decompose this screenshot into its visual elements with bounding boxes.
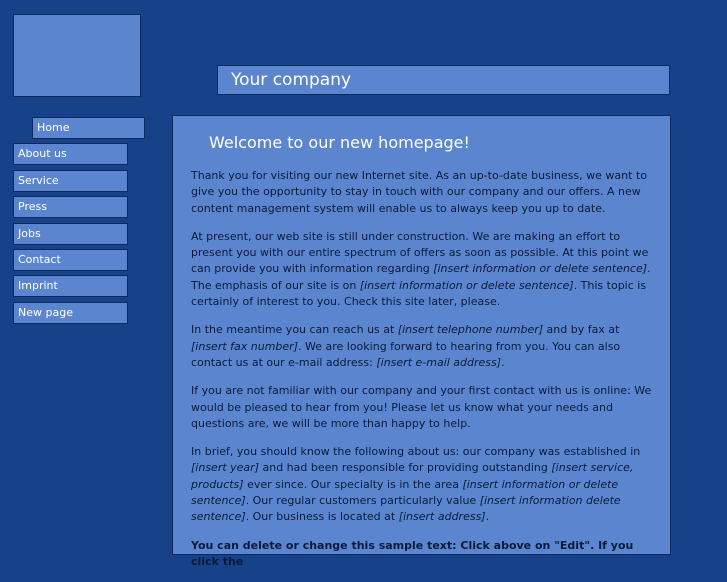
paragraph-welcome: If you are not familiar with our company and your first contact with us is online: We would be pleased to hear from you! Please let us know what your needs and questions are, we will be more than happy to help. [191,384,652,430]
paragraph-intro: Thank you for visiting our new Internet site. As an up-to-date business, we want to give you the opportunity to stay in touch with our company and our offers. A new content management system will enable us to always keep you up to date. [191,169,647,215]
nav-item-jobs[interactable]: Jobs [13,223,128,245]
nav-item-home[interactable]: Home [32,117,145,139]
paragraph-edit-hint: You can delete or change this sample text: Click above on "Edit". If you click the [191,538,634,568]
content-text [191,168,655,582]
paragraph-about: In brief, you should know the following about us: our company was established in [insert year] and had been responsible for providing outstanding [insert service, products] ever since. Our specialty is in the area [insert information or delete sentence]. Our regular customers particularly value [insert information delete sentence]. Our business is located at [insert address]. [191,445,641,524]
paragraph-contact: In the meantime you can reach us at [insert telephone number] and by fax at [insert fax number]. We are looking forward to hearing from you. You can also contact us at our e-mail address: [insert e-mail address]. [191,323,621,369]
logo-placeholder [13,14,141,97]
paragraph-construction: At present, our web site is still under construction. We are making an effort to present you with our entire spectrum of offers as soon as possible. At this point we can provide you with information regarding [insert information or delete sentence]. The emphasis of our site is on [insert information or delete sentence]. This topic is certainly of interest to you. Check this site later, please. [191,229,651,309]
nav-item-press[interactable]: Press [13,196,128,218]
nav-item-service[interactable]: Service [13,170,128,192]
nav-item-contact[interactable]: Contact [13,249,128,271]
nav-item-about-us[interactable]: About us [13,143,128,165]
nav-item-new-page[interactable]: New page [13,302,128,324]
main-content [172,115,671,568]
site-title: Your company [231,70,352,90]
nav-item-imprint[interactable]: Imprint [13,275,128,297]
header-bar [217,65,670,95]
page-heading: Welcome to our new homepage! [209,133,470,152]
